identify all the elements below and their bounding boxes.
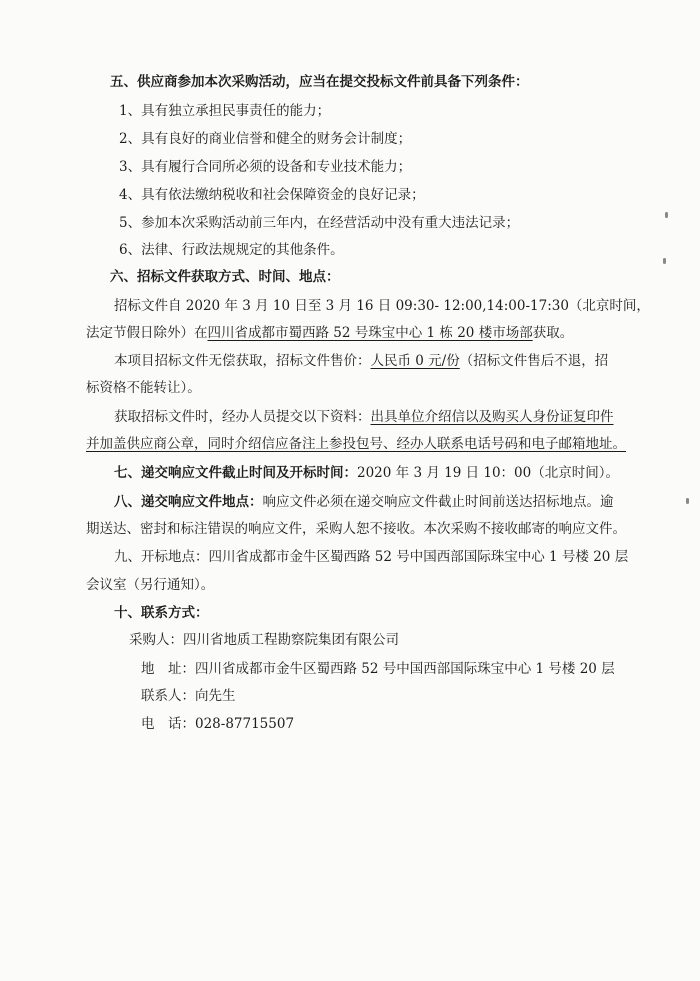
condition-1: 1、具有独立承担民事责任的能力；	[119, 103, 331, 119]
condition-2: 2、具有良好的商业信誉和健全的财务会计制度；	[119, 131, 412, 147]
scan-speck	[686, 498, 689, 504]
section8-text: 响应文件必须在递交响应文件截止时间前送达招标地点。逾	[262, 494, 614, 510]
p3-prefix: 获取招标文件时，经办人员提交以下资料：	[114, 409, 371, 425]
condition-3: 3、具有履行合同所必须的设备和专业技术能力；	[119, 159, 412, 175]
document-price: 人民币 0 元/份	[370, 353, 460, 369]
section5-heading: 五、供应商参加本次采购活动，应当在提交投标文件前具备下列条件：	[110, 74, 529, 90]
deadline-time: 2020 年 3 月 19 日 10：00（北京时间）。	[357, 465, 619, 481]
section6-p2-line1	[114, 351, 608, 371]
scan-speck	[663, 258, 666, 264]
section6-p2-line2: 标资格不能转让）。	[86, 380, 201, 396]
condition-4: 4、具有依法缴纳税收和社会保障资金的良好记录；	[119, 187, 425, 203]
contact-phone: 电 话：028-87715507	[141, 716, 295, 732]
contact-purchaser: 采购人：四川省地质工程勘察院集团有限公司	[129, 632, 399, 648]
section7-heading: 七、递交响应文件截止时间及开标时间：	[114, 465, 357, 481]
section8-line2: 期送达、密封和标注错误的响应文件，采购人恕不接收。本次采购不接收邮寄的响应文件。	[86, 521, 626, 537]
acquisition-location: 四川省成都市蜀西路 52 号珠宝中心 1 栋 20 楼市场部	[207, 325, 533, 341]
p2-prefix: 本项目招标文件无偿获取，招标文件售价：	[114, 353, 371, 369]
section6-p1-line1: 招标文件自 2020 年 3 月 10 日至 3 月 16 日 09:30- 12:00,14:00-17:30（北京时间，	[114, 298, 650, 314]
section9-line2: 会议室（另行通知）。	[86, 577, 215, 593]
required-materials: 出具单位介绍信以及购买人身份证复印件	[370, 409, 614, 425]
p1-prefix: 法定节假日除外）在	[86, 325, 208, 341]
contact-person: 联系人：向先生	[141, 688, 236, 704]
section6-p3-line2: 并加盖供应商公章，同时介绍信应备注上参投包号、经办人联系电话号码和电子邮箱地址。	[86, 436, 626, 452]
condition-5: 5、参加本次采购活动前三年内，在经营活动中没有重大违法记录；	[119, 215, 520, 231]
section6-p1-line2	[86, 323, 573, 343]
section8-heading: 八、递交响应文件地点：	[114, 494, 263, 510]
section9-line1: 九、开标地点：四川省成都市金牛区蜀西路 52 号中国西部国际珠宝中心 1 号楼 20 层	[114, 549, 629, 565]
section7-line	[114, 463, 619, 483]
condition-6: 6、法律、行政法规规定的其他条件。	[119, 242, 344, 258]
section10-heading: 十、联系方式：	[114, 605, 209, 621]
section6-heading: 六、招标文件获取方式、时间、地点：	[110, 269, 340, 285]
section6-p3-line1	[114, 407, 614, 427]
p2-suffix: （招标文件售后不退，招	[459, 353, 609, 369]
p1-suffix: 获取。	[532, 325, 574, 341]
contact-address: 地 址：四川省成都市金牛区蜀西路 52 号中国西部国际珠宝中心 1 号楼 20 层	[141, 661, 615, 677]
section8-line1	[114, 492, 614, 512]
scan-speck	[665, 212, 668, 218]
